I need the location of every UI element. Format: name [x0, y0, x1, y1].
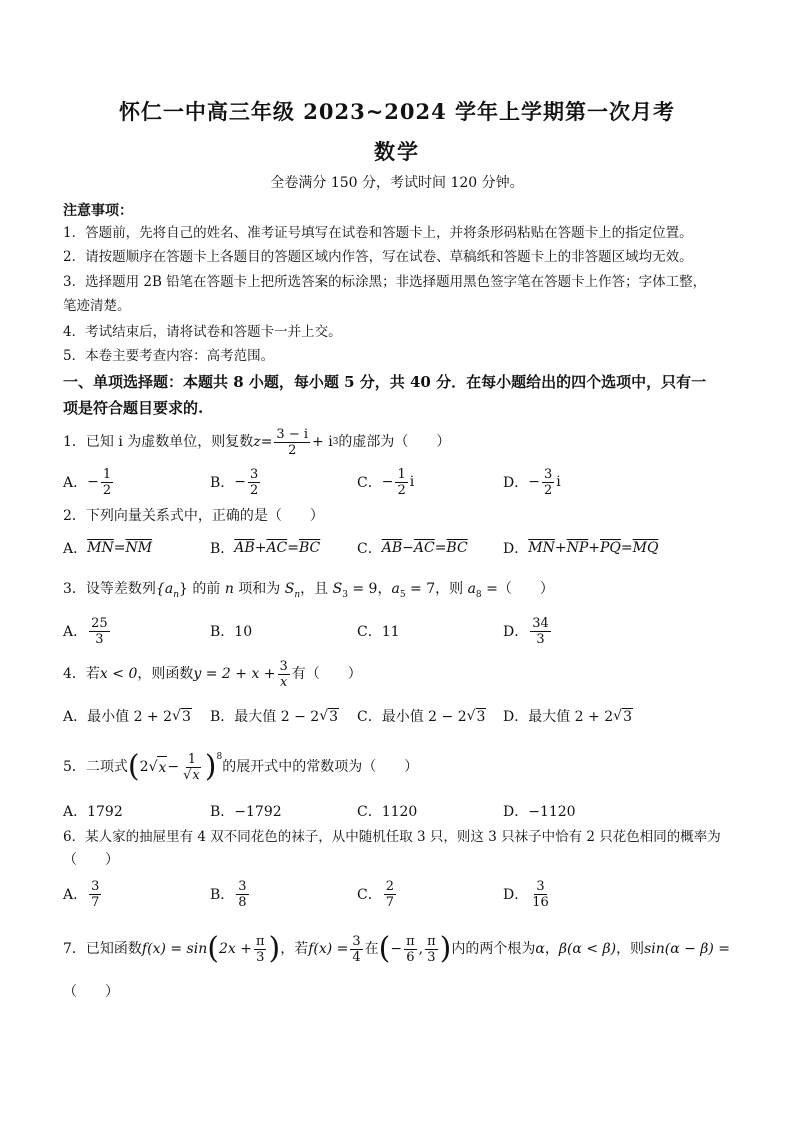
q6-option-d[interactable]: D． $\frac{3}{16}$ [503, 878, 549, 910]
q1-var: z [253, 434, 261, 450]
q4-option-c[interactable]: C． 最小值 2 − 2 √ 3 [357, 708, 486, 725]
q6-option-c[interactable]: C． $\frac{2}{7}$ [357, 878, 394, 910]
question-5: 5．二项式 ( 2 √ x − $\frac{1}{√x}$ ) 8 的展开式中的常数项为（ ） [63, 749, 419, 784]
question-2: 2．下列向量关系式中，正确的是（ ） [63, 508, 324, 524]
notice-item: 2．请按题顺序在答题卡上各题目的答题区域内作答，写在试卷、草稿纸和答题卡上的非答题区域均无效。 [63, 249, 693, 265]
q5-option-c[interactable]: C．1120 [357, 804, 418, 820]
q4-option-d[interactable]: D． 最大值 2 + 2 √ 3 [503, 708, 632, 725]
q5-option-d[interactable]: D．−1120 [503, 804, 576, 820]
notice-item: 5．本卷主要考查内容：高考范围。 [63, 348, 275, 364]
q4-options [63, 698, 735, 734]
q3-option-c[interactable]: C．11 [357, 624, 400, 640]
q1-eq: = [260, 434, 273, 450]
q6-option-b[interactable]: B． $\frac{3}{8}$ [210, 878, 247, 910]
q5-option-a[interactable]: A．1792 [63, 804, 123, 820]
q2-option-c[interactable]: C． $\overline{AB}$ − $\overline{AC}$ = $\overline{BC}$ [357, 540, 468, 557]
question-7-cont: （ ） [63, 984, 119, 1000]
question-3: 3．设等差数列$\{a_n\}$ 的前 n 项和为 $S_n$，且 $S_3 = 9$，$a_5 = 7$，则 $a_8$ =（ ） [63, 581, 554, 600]
q5-options [63, 797, 735, 825]
notice-item: 4．考试结束后，请将试卷和答题卡一并上交。 [63, 324, 342, 340]
q2-option-b[interactable]: B． $\overline{AB}$ + $\overline{AC}$ = $\overline{BC}$ [210, 540, 321, 557]
question-4: 4．若 x < 0 ，则函数 y = 2 + x + $\frac{3}{x}$ 有（ ） [63, 658, 362, 690]
q1-text: 1．已知 i 为虚数单位，则复数 [63, 434, 254, 450]
section-heading: 一、单项选择题：本题共 8 小题，每小题 5 分，共 40 分．在每小题给出的四个选项中，只有一 [63, 373, 707, 391]
notice-item: 3．选择题用 2B 铅笔在答题卡上把所选答案的标涂黑；非选择题用黑色签字笔在答题卡上作答；字体工整， [63, 274, 707, 290]
q1-options [63, 462, 735, 502]
q1-fraction: $\frac{3 - i}{2}$ [276, 426, 309, 458]
notice-item: 1．答题前，先将自己的姓名、准考证号填写在试卷和答题卡上，并将条形码粘贴在答题卡上的指定位置。 [63, 225, 693, 241]
q1-option-b[interactable]: B． − $\frac{3}{2}$ [210, 466, 259, 498]
exam-title: 怀仁一中高三年级 2023~2024 学年上学期第一次月考 [118, 99, 676, 124]
notice-item: 笔迹清楚。 [63, 298, 131, 314]
notice-heading: 注意事项： [63, 203, 133, 219]
question-7: 7．已知函数 f(x) = sin ( 2x + $\frac{\pi}{3}$ ) ，若 f(x) = $\frac{3}{4}$ 在 ( − $\frac{\pi}{6}$ , $\frac{\pi}{3}$ ) 内的两个根为 α ， β(α < β) ，则 sin(α − β) = [63, 931, 731, 966]
question-6: 6．某人家的抽屉里有 4 双不同花色的袜子，从中随机任取 3 只，则这 3 只袜子中恰有 2 只花色相同的概率为 [63, 829, 721, 845]
q1-plus: + i [312, 434, 333, 450]
q6-options [63, 874, 735, 914]
subject-title: 数学 [374, 139, 420, 164]
q5-option-b[interactable]: B．−1792 [210, 804, 282, 820]
exam-info: 全卷满分 150 分，考试时间 120 分钟。 [270, 175, 524, 191]
q1-option-c[interactable]: C． − $\frac{1}{2}$ i [357, 466, 415, 498]
q3-option-a[interactable]: A． $\frac{25}{3}$ [63, 615, 108, 647]
q2-options [63, 530, 735, 566]
question-1: 1．已知 i 为虚数单位，则复数 z = $\frac{3 - i}{2}$ + i 3 的虚部为（ ） [63, 426, 451, 458]
q2-option-a[interactable]: A． $\overline{MN}$ = $\overline{NM}$ [63, 540, 153, 557]
q3-options [63, 611, 735, 651]
q1-option-d[interactable]: D． − $\frac{3}{2}$ i [503, 466, 561, 498]
section-heading-cont: 项是符合题目要求的. [63, 399, 204, 417]
q6-option-a[interactable]: A． $\frac{3}{7}$ [63, 878, 100, 910]
q4-option-b[interactable]: B． 最大值 2 − 2 √ 3 [210, 708, 339, 725]
q3-option-b[interactable]: B．10 [210, 624, 253, 640]
q1-option-a[interactable]: A． − $\frac{1}{2}$ [63, 466, 112, 498]
question-6-cont: （ ） [63, 852, 119, 868]
q1-tail: 的虚部为（ ） [338, 434, 451, 450]
q4-option-a[interactable]: A． 最小值 2 + 2 √ 3 [63, 708, 191, 725]
q2-option-d[interactable]: D． $\overline{MN}$ + $\overline{NP}$ + $\overline{PQ}$ = $\overline{MQ}$ [503, 540, 659, 557]
q3-option-d[interactable]: D． $\frac{34}{3}$ [503, 615, 549, 647]
